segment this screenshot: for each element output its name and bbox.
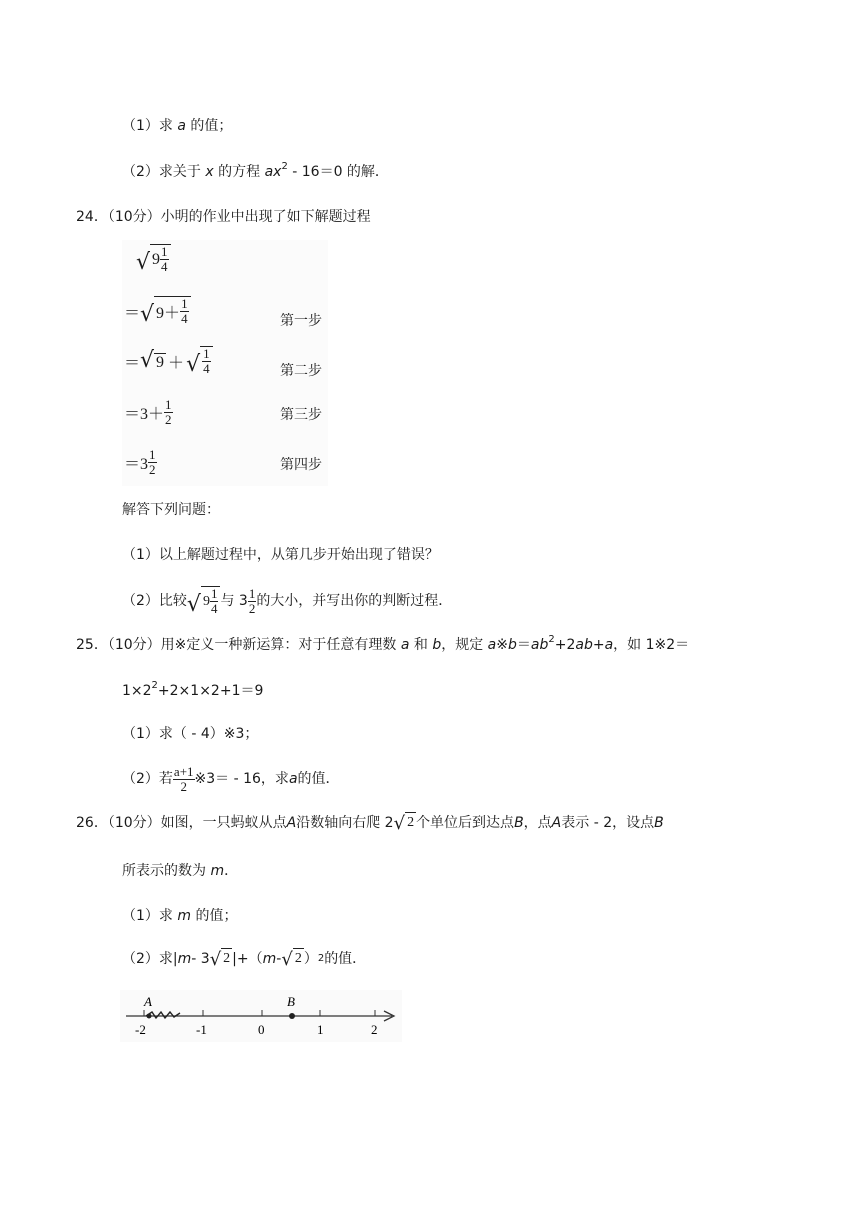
point-b-dot xyxy=(289,1013,295,1019)
q25-part2: （2）若 $\frac{a+1}{2}$ ※3＝ - 16，求 a 的值． xyxy=(122,763,340,794)
work-line-1: ＝ √ 9＋ $\frac{1}{4}$ xyxy=(124,296,191,326)
step-label-2: 第二步 xyxy=(280,363,322,379)
step-label-4: 第四步 xyxy=(280,457,322,473)
q25-line2: $1\times 2^2+2\times 1\times 2+1=9$ xyxy=(122,680,264,699)
tick-label-2: 2 xyxy=(371,1022,378,1037)
work-line-2: ＝ √ 9 ＋ √ $\frac{1}{4}$ xyxy=(124,346,213,376)
point-a-dot xyxy=(147,1014,152,1019)
q25-line1: 25．（10分）用※定义一种新运算：对于任意有理数 a 和 b，规定 $a※b=ab^2+2ab+a$，如 1※2＝ xyxy=(76,634,690,653)
point-a-label: A xyxy=(144,994,152,1009)
point-b-label: B xyxy=(287,994,295,1009)
work-line-3: ＝3＋ $\frac{1}{2}$ xyxy=(124,397,172,427)
work-line-4: ＝3 $\frac{1}{2}$ xyxy=(124,447,156,477)
q26-part2: （2）求| m - 3 √ 2 |+（ m - √ 2 ） 2 的值． xyxy=(122,949,367,970)
tick-label-0: 0 xyxy=(258,1022,265,1037)
q23-part1: （1）求 a 的值； xyxy=(122,118,233,134)
work-line-0: √ 9 $\frac{1}{4}$ xyxy=(136,244,171,274)
q26-part1: （1）求 m 的值； xyxy=(122,908,238,924)
step-label-3: 第三步 xyxy=(280,407,322,423)
tick-label-1: 1 xyxy=(317,1022,324,1037)
q23-part2: （2）求关于 x 的方程 $ax^2 - 16=0$ 的解． xyxy=(122,161,389,180)
q26-line2: 所表示的数为 m． xyxy=(122,863,239,879)
tick-label-neg2: -2 xyxy=(135,1022,146,1037)
q26-line1: 26．（10分）如图，一只蚂蚁从点 A 沿数轴向右爬 2 √ 2 个单位后到达点 B ，点 A 表示 - 2，设点 B xyxy=(76,813,664,834)
step-label-1: 第一步 xyxy=(280,313,322,329)
q24-header: 24．（10分）小明的作业中出现了如下解题过程 xyxy=(76,209,371,225)
q24-prompt: 解答下列问题： xyxy=(122,502,220,518)
q24-worked-solution-image xyxy=(122,240,328,486)
q24-part2: （2）比较 √ 9 $\frac{1}{4}$ 与 3 $\frac{1}{2}$ 的大小，并写出你的判断过程． xyxy=(122,585,453,617)
tick-label-neg1: -1 xyxy=(196,1022,207,1037)
q25-part1: （1）求（ - 4）※3； xyxy=(122,726,259,742)
number-line-figure xyxy=(120,990,402,1042)
q24-part1: （1）以上解题过程中，从第几步开始出现了错误？ xyxy=(122,547,439,563)
